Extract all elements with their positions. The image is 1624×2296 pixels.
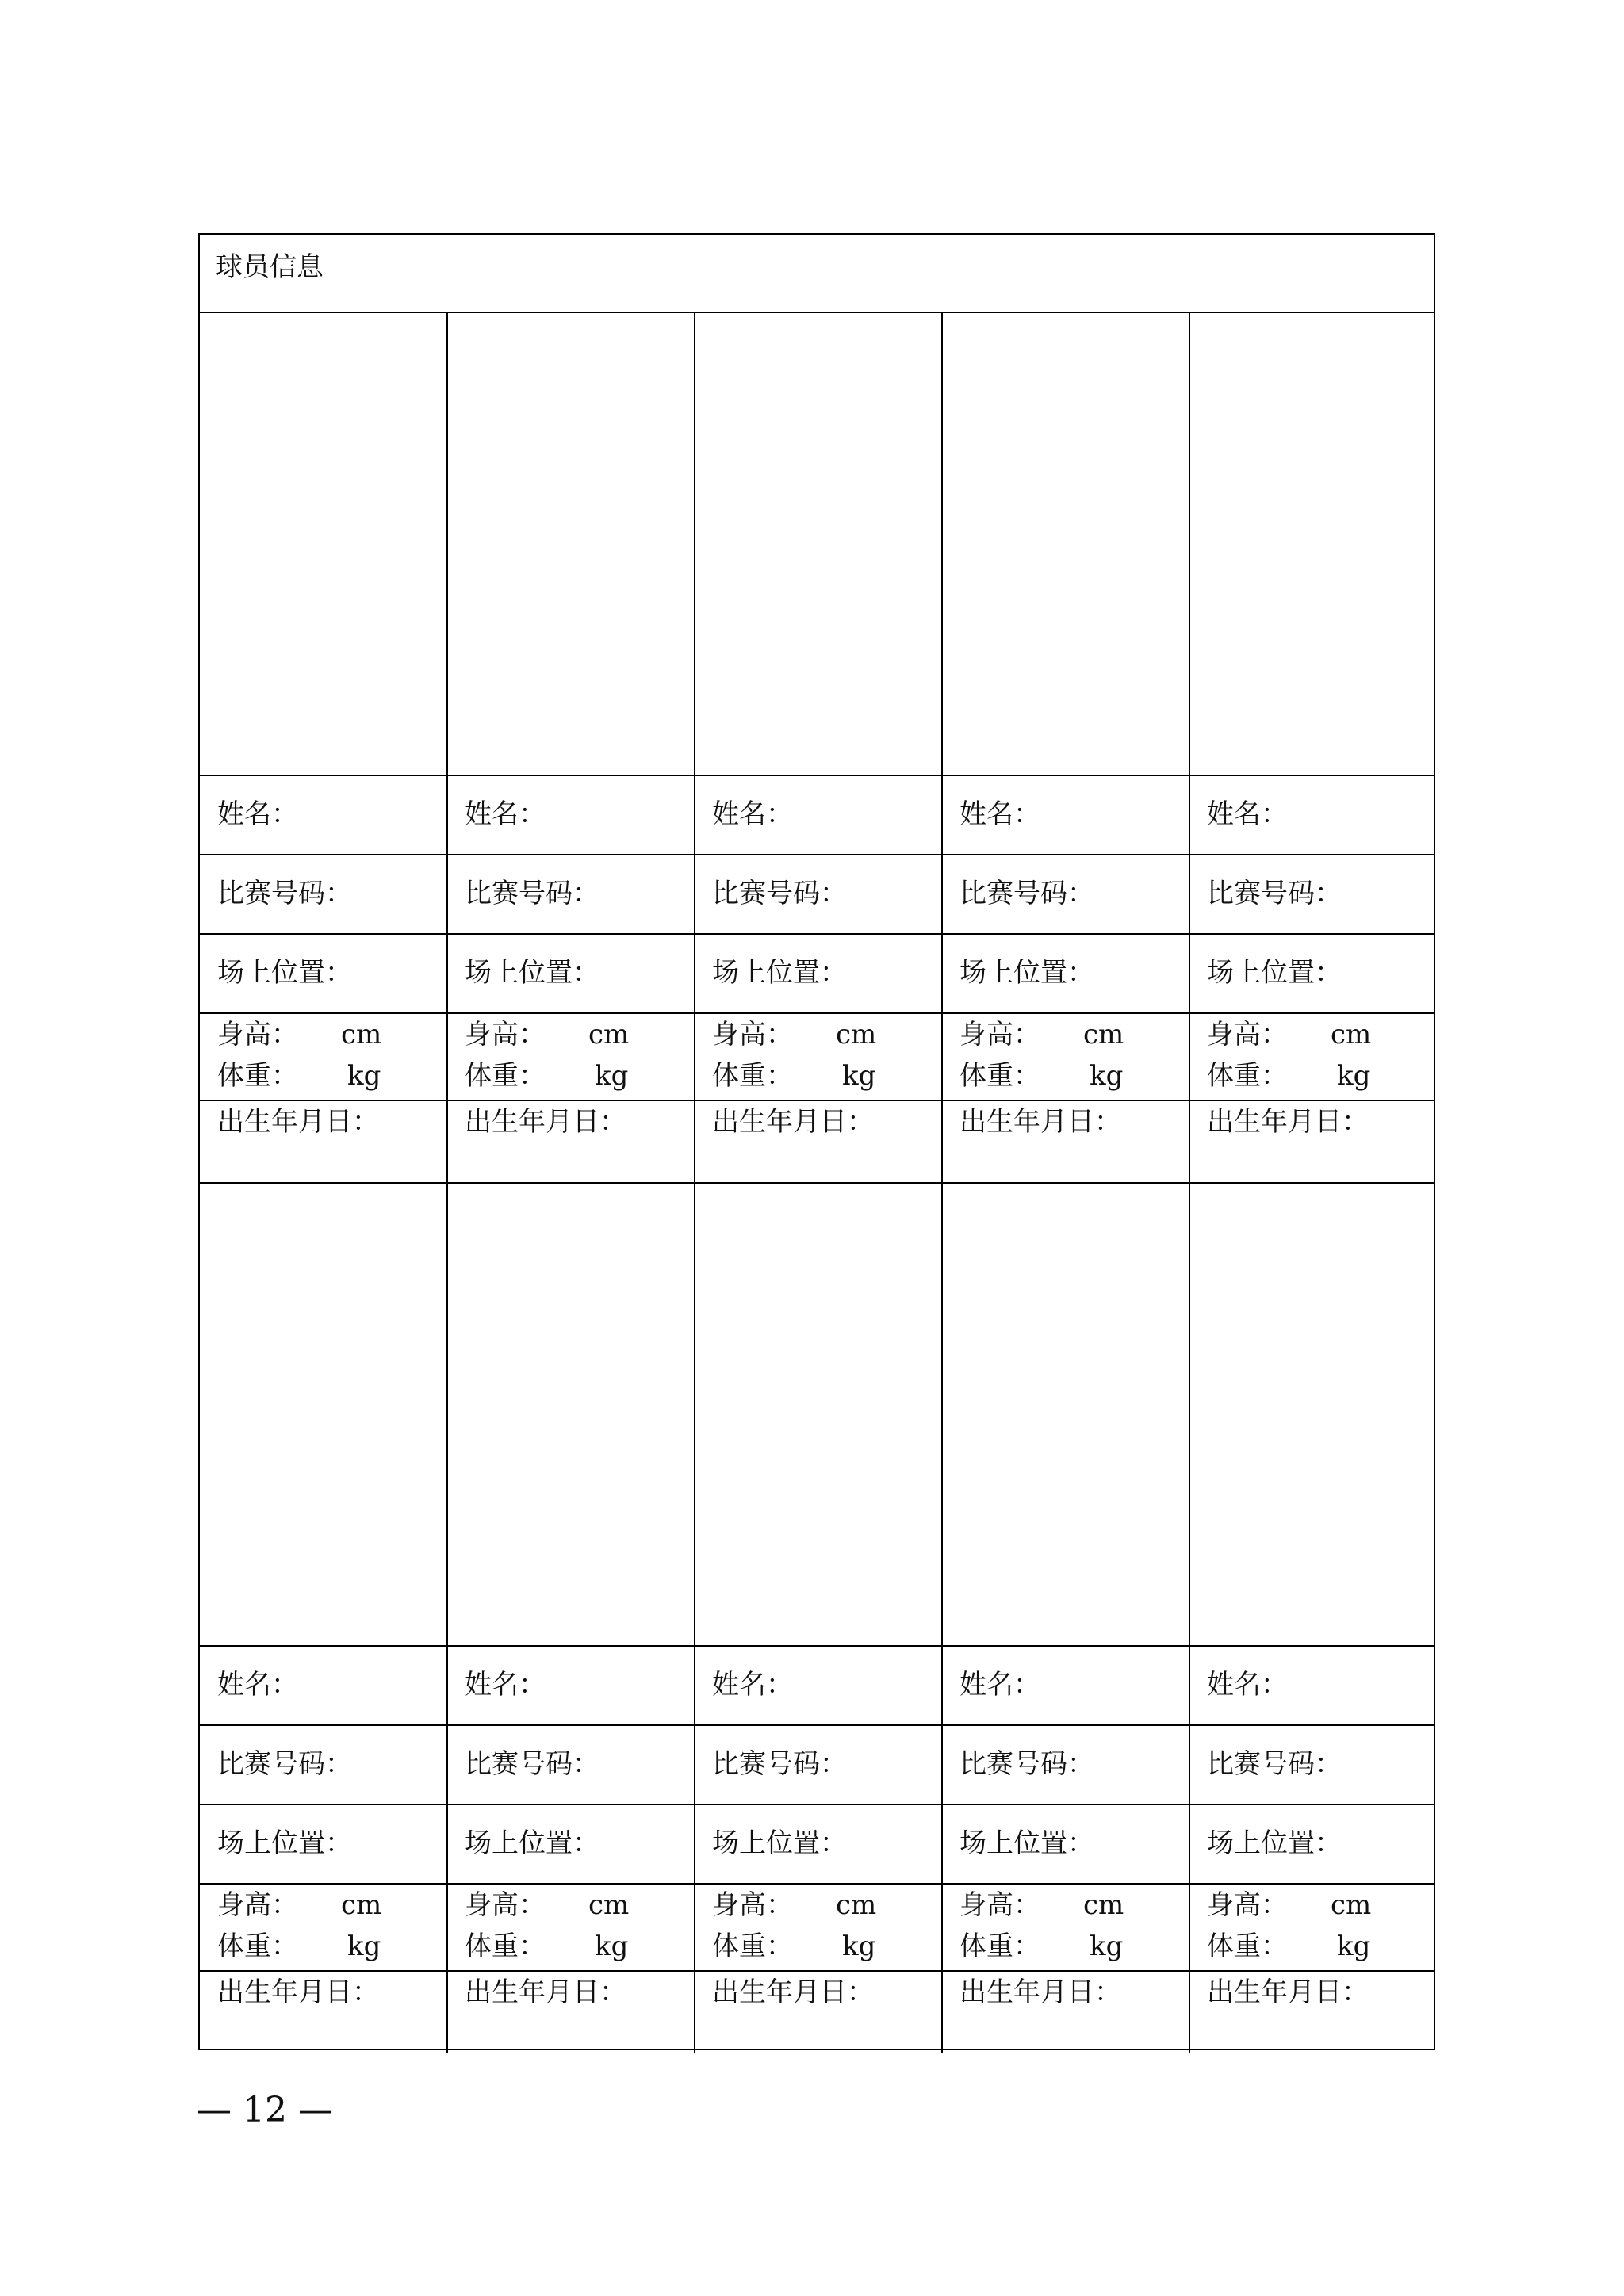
field-position-label: 场上位置：	[712, 957, 847, 989]
number-row-divider	[200, 933, 1434, 935]
player-photo-slot[interactable]	[695, 312, 942, 775]
match-number-label: 比赛号码：	[217, 878, 352, 909]
height-unit: cm	[1331, 1889, 1372, 1921]
weight-label: 体重：	[1207, 1060, 1288, 1092]
weight-label: 体重：	[465, 1931, 546, 1962]
height-label: 身高：	[217, 1889, 298, 1921]
weight-label: 体重：	[712, 1931, 793, 1962]
weight-label: 体重：	[712, 1060, 793, 1092]
form-title: 球员信息	[216, 251, 324, 283]
weight-unit: kg	[347, 1931, 381, 1962]
player-photo-slot[interactable]	[942, 312, 1189, 775]
field-position-label: 场上位置：	[217, 957, 352, 989]
match-number-label: 比赛号码：	[465, 1748, 599, 1780]
height-label: 身高：	[712, 1019, 793, 1050]
height-unit: cm	[588, 1889, 630, 1921]
player-photo-slot[interactable]	[200, 1183, 447, 1646]
name-label: 姓名：	[217, 798, 298, 830]
match-number-label: 比赛号码：	[217, 1748, 352, 1780]
weight-unit: kg	[595, 1931, 629, 1962]
field-position-label: 场上位置：	[1207, 1827, 1342, 1859]
field-position-label: 场上位置：	[959, 957, 1094, 989]
match-number-label: 比赛号码：	[465, 878, 599, 909]
weight-label: 体重：	[217, 1931, 298, 1962]
weight-unit: kg	[595, 1060, 629, 1092]
birthdate-label: 出生年月日：	[1207, 1106, 1369, 1138]
birthdate-label: 出生年月日：	[465, 1976, 626, 2008]
weight-unit: kg	[347, 1060, 381, 1092]
player-photo-slot[interactable]	[447, 1183, 695, 1646]
name-label: 姓名：	[1207, 1669, 1288, 1701]
match-number-label: 比赛号码：	[712, 878, 847, 909]
weight-label: 体重：	[959, 1931, 1040, 1962]
height-label: 身高：	[217, 1019, 298, 1050]
height-label: 身高：	[1207, 1019, 1288, 1050]
name-label: 姓名：	[217, 1669, 298, 1701]
height-weight-row-divider	[200, 1100, 1434, 1101]
name-row-divider	[200, 854, 1434, 855]
weight-label: 体重：	[217, 1060, 298, 1092]
weight-unit: kg	[1337, 1931, 1371, 1962]
name-label: 姓名：	[465, 1669, 546, 1701]
match-number-label: 比赛号码：	[712, 1748, 847, 1780]
position-row-divider	[200, 1012, 1434, 1014]
weight-label: 体重：	[1207, 1931, 1288, 1962]
player-photo-slot[interactable]	[1189, 312, 1437, 775]
birthdate-label: 出生年月日：	[712, 1976, 874, 2008]
name-label: 姓名：	[959, 1669, 1040, 1701]
weight-label: 体重：	[465, 1060, 546, 1092]
player-photo-slot[interactable]	[447, 312, 695, 775]
name-label: 姓名：	[712, 798, 793, 830]
match-number-label: 比赛号码：	[959, 1748, 1094, 1780]
field-position-label: 场上位置：	[217, 1827, 352, 1859]
weight-unit: kg	[1090, 1060, 1124, 1092]
birthdate-label: 出生年月日：	[465, 1106, 626, 1138]
position-row-divider	[200, 1883, 1434, 1885]
player-photo-slot[interactable]	[942, 1183, 1189, 1646]
weight-unit: kg	[1090, 1931, 1124, 1962]
weight-unit: kg	[842, 1060, 876, 1092]
height-unit: cm	[588, 1019, 630, 1050]
height-label: 身高：	[959, 1019, 1040, 1050]
height-label: 身高：	[712, 1889, 793, 1921]
name-row-divider	[200, 1724, 1434, 1726]
player-photo-slot[interactable]	[695, 1183, 942, 1646]
match-number-label: 比赛号码：	[1207, 1748, 1342, 1780]
weight-label: 体重：	[959, 1060, 1040, 1092]
height-unit: cm	[1331, 1019, 1372, 1050]
name-label: 姓名：	[465, 798, 546, 830]
name-label: 姓名：	[712, 1669, 793, 1701]
height-label: 身高：	[1207, 1889, 1288, 1921]
height-unit: cm	[341, 1019, 382, 1050]
name-label: 姓名：	[959, 798, 1040, 830]
birthdate-label: 出生年月日：	[1207, 1976, 1369, 2008]
birthdate-label: 出生年月日：	[959, 1976, 1121, 2008]
player-photo-slot[interactable]	[200, 312, 447, 775]
field-position-label: 场上位置：	[465, 1827, 599, 1859]
player-photo-slot[interactable]	[1189, 1183, 1437, 1646]
page-number: — 12 —	[197, 2090, 333, 2130]
field-position-label: 场上位置：	[712, 1827, 847, 1859]
height-label: 身高：	[465, 1889, 546, 1921]
height-unit: cm	[1083, 1889, 1124, 1921]
height-unit: cm	[341, 1889, 382, 1921]
height-unit: cm	[1083, 1019, 1124, 1050]
height-label: 身高：	[959, 1889, 1040, 1921]
field-position-label: 场上位置：	[959, 1827, 1094, 1859]
field-position-label: 场上位置：	[1207, 957, 1342, 989]
birthdate-label: 出生年月日：	[712, 1106, 874, 1138]
height-unit: cm	[836, 1019, 877, 1050]
height-label: 身高：	[465, 1019, 546, 1050]
field-position-label: 场上位置：	[465, 957, 599, 989]
match-number-label: 比赛号码：	[1207, 878, 1342, 909]
birthdate-label: 出生年月日：	[217, 1976, 379, 2008]
number-row-divider	[200, 1804, 1434, 1805]
match-number-label: 比赛号码：	[959, 878, 1094, 909]
height-weight-row-divider	[200, 1970, 1434, 1972]
weight-unit: kg	[842, 1931, 876, 1962]
name-label: 姓名：	[1207, 798, 1288, 830]
height-unit: cm	[836, 1889, 877, 1921]
birthdate-label: 出生年月日：	[217, 1106, 379, 1138]
player-info-form	[198, 233, 1435, 2050]
birthdate-label: 出生年月日：	[959, 1106, 1121, 1138]
weight-unit: kg	[1337, 1060, 1371, 1092]
